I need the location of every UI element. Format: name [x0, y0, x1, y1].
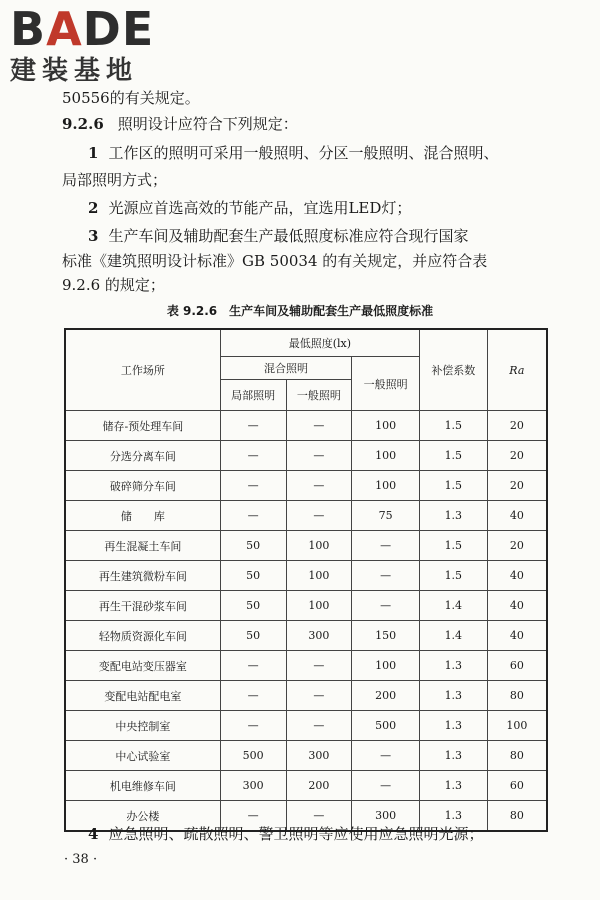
cell-comp: 1.5 — [419, 411, 487, 441]
cell-ra: 80 — [487, 681, 547, 711]
cell-name: 变配电站变压器室 — [65, 651, 220, 681]
cell-comp: 1.3 — [419, 501, 487, 531]
cell-local: — — [220, 681, 286, 711]
item-4-text: 应急照明、疏散照明、警卫照明等应使用应急照明光源； — [108, 825, 484, 843]
cell-ra: 100 — [487, 711, 547, 741]
cell-general: 200 — [352, 681, 420, 711]
cell-mixed-general: — — [286, 501, 352, 531]
cell-name: 破碎筛分车间 — [65, 471, 220, 501]
cell-ra: 40 — [487, 591, 547, 621]
cell-mixed-general: — — [286, 441, 352, 471]
item-3 — [88, 226, 468, 246]
cell-name: 办公楼 — [65, 801, 220, 832]
cell-comp: 1.5 — [419, 561, 487, 591]
table-body — [65, 411, 547, 832]
cell-local: — — [220, 411, 286, 441]
item-1 — [88, 143, 498, 163]
cell-comp: 1.5 — [419, 441, 487, 471]
table-row — [65, 531, 547, 561]
cell-general: — — [352, 741, 420, 771]
cell-local: 50 — [220, 561, 286, 591]
cell-mixed-general: 300 — [286, 741, 352, 771]
cell-mixed-general: — — [286, 651, 352, 681]
brand-logo — [10, 4, 154, 86]
item-2 — [88, 198, 411, 218]
item-4 — [88, 824, 483, 844]
item-2-text: 光源应首选高效的节能产品，宜选用LED灯； — [108, 199, 412, 217]
cell-general: 100 — [352, 441, 420, 471]
table-row — [65, 561, 547, 591]
header-mixed-general: 一般照明 — [286, 380, 352, 411]
item-1-number: 1 — [88, 144, 99, 162]
illuminance-table — [64, 328, 548, 832]
cell-local: — — [220, 471, 286, 501]
table-row — [65, 471, 547, 501]
item-2-number: 2 — [88, 199, 99, 217]
item-3-continued-2: 9.2.6 的规定； — [62, 276, 165, 294]
cell-name: 轻物质资源化车间 — [65, 621, 220, 651]
cell-ra: 80 — [487, 801, 547, 832]
cell-comp: 1.5 — [419, 531, 487, 561]
section-number: 9.2.6 — [62, 115, 104, 133]
cell-ra: 20 — [487, 441, 547, 471]
cell-comp: 1.4 — [419, 621, 487, 651]
cell-local: 50 — [220, 621, 286, 651]
cell-name: 中央控制室 — [65, 711, 220, 741]
cell-mixed-general: — — [286, 471, 352, 501]
cell-ra: 40 — [487, 621, 547, 651]
cell-mixed-general: 200 — [286, 771, 352, 801]
table-row — [65, 771, 547, 801]
cell-comp: 1.3 — [419, 801, 487, 832]
logo-tagline: 建装基地 — [10, 56, 139, 86]
page-number: · 38 · — [64, 852, 98, 867]
cell-comp: 1.5 — [419, 471, 487, 501]
cell-name: 储 库 — [65, 501, 220, 531]
cell-local: — — [220, 651, 286, 681]
cell-general: — — [352, 591, 420, 621]
cell-ra: 60 — [487, 771, 547, 801]
cell-local: 300 — [220, 771, 286, 801]
cell-comp: 1.3 — [419, 711, 487, 741]
cell-local: — — [220, 801, 286, 832]
item-3-text: 生产车间及辅助配套生产最低照度标准应符合现行国家 — [108, 227, 469, 245]
cell-mixed-general: — — [286, 411, 352, 441]
cell-general: 75 — [352, 501, 420, 531]
cell-mixed-general: — — [286, 681, 352, 711]
cell-comp: 1.3 — [419, 771, 487, 801]
cell-general: 100 — [352, 411, 420, 441]
cell-mixed-general: 100 — [286, 591, 352, 621]
item-3-number: 3 — [88, 227, 99, 245]
cell-comp: 1.3 — [419, 681, 487, 711]
table-row — [65, 411, 547, 441]
cell-ra: 80 — [487, 741, 547, 771]
table-row — [65, 711, 547, 741]
cell-local: 50 — [220, 591, 286, 621]
cell-comp: 1.3 — [419, 741, 487, 771]
cell-local: — — [220, 441, 286, 471]
cell-general: 100 — [352, 651, 420, 681]
cell-general: 500 — [352, 711, 420, 741]
table-row — [65, 681, 547, 711]
header-compensation: 补偿系数 — [419, 329, 487, 411]
cell-name: 中心试验室 — [65, 741, 220, 771]
table-title: 表 9.2.6 生产车间及辅助配套生产最低照度标准 — [166, 304, 434, 318]
cell-general: 100 — [352, 471, 420, 501]
cell-local: — — [220, 711, 286, 741]
item-1-text: 工作区的照明可采用一般照明、分区一般照明、混合照明、 — [108, 144, 499, 162]
cell-mixed-general: 100 — [286, 561, 352, 591]
table-row — [65, 501, 547, 531]
table-row — [65, 651, 547, 681]
cell-local: 500 — [220, 741, 286, 771]
header-local-lighting: 局部照明 — [220, 380, 286, 411]
cell-name: 分选分离车间 — [65, 441, 220, 471]
cell-ra: 20 — [487, 411, 547, 441]
cell-ra: 40 — [487, 501, 547, 531]
cell-local: — — [220, 501, 286, 531]
header-min-illuminance: 最低照度(lx) — [220, 329, 419, 357]
item-1-continued: 局部照明方式； — [62, 171, 168, 189]
cell-name: 再生混凝土车间 — [65, 531, 220, 561]
cell-ra: 20 — [487, 471, 547, 501]
cell-name: 机电维修车间 — [65, 771, 220, 801]
section-text: 照明设计应符合下列规定： — [117, 115, 298, 133]
item-3-continued-1: 标准《建筑照明设计标准》GB 50034 的有关规定，并应符合表 — [62, 252, 488, 270]
cell-name: 再生建筑微粉车间 — [65, 561, 220, 591]
table-row — [65, 441, 547, 471]
header-workplace: 工作场所 — [65, 329, 220, 411]
continued-text: 50556的有关规定。 — [62, 89, 200, 107]
cell-comp: 1.4 — [419, 591, 487, 621]
section-heading — [62, 114, 298, 134]
item-4-number: 4 — [88, 825, 99, 843]
cell-comp: 1.3 — [419, 651, 487, 681]
table-row — [65, 741, 547, 771]
cell-name: 储存-预处理车间 — [65, 411, 220, 441]
cell-general: — — [352, 561, 420, 591]
cell-name: 变配电站配电室 — [65, 681, 220, 711]
cell-general: — — [352, 531, 420, 561]
cell-mixed-general: — — [286, 711, 352, 741]
logo-wordmark: BADE — [10, 2, 155, 56]
cell-mixed-general: 300 — [286, 621, 352, 651]
table-row — [65, 591, 547, 621]
cell-local: 50 — [220, 531, 286, 561]
cell-general: — — [352, 771, 420, 801]
cell-general: 150 — [352, 621, 420, 651]
table-row — [65, 621, 547, 651]
cell-general: 300 — [352, 801, 420, 832]
header-mixed-lighting: 混合照明 — [220, 357, 351, 380]
header-ra: Ra — [487, 329, 547, 411]
cell-ra: 20 — [487, 531, 547, 561]
cell-mixed-general: 100 — [286, 531, 352, 561]
cell-mixed-general: — — [286, 801, 352, 832]
cell-ra: 60 — [487, 651, 547, 681]
header-general-lighting: 一般照明 — [352, 357, 420, 411]
cell-name: 再生干混砂浆车间 — [65, 591, 220, 621]
cell-ra: 40 — [487, 561, 547, 591]
